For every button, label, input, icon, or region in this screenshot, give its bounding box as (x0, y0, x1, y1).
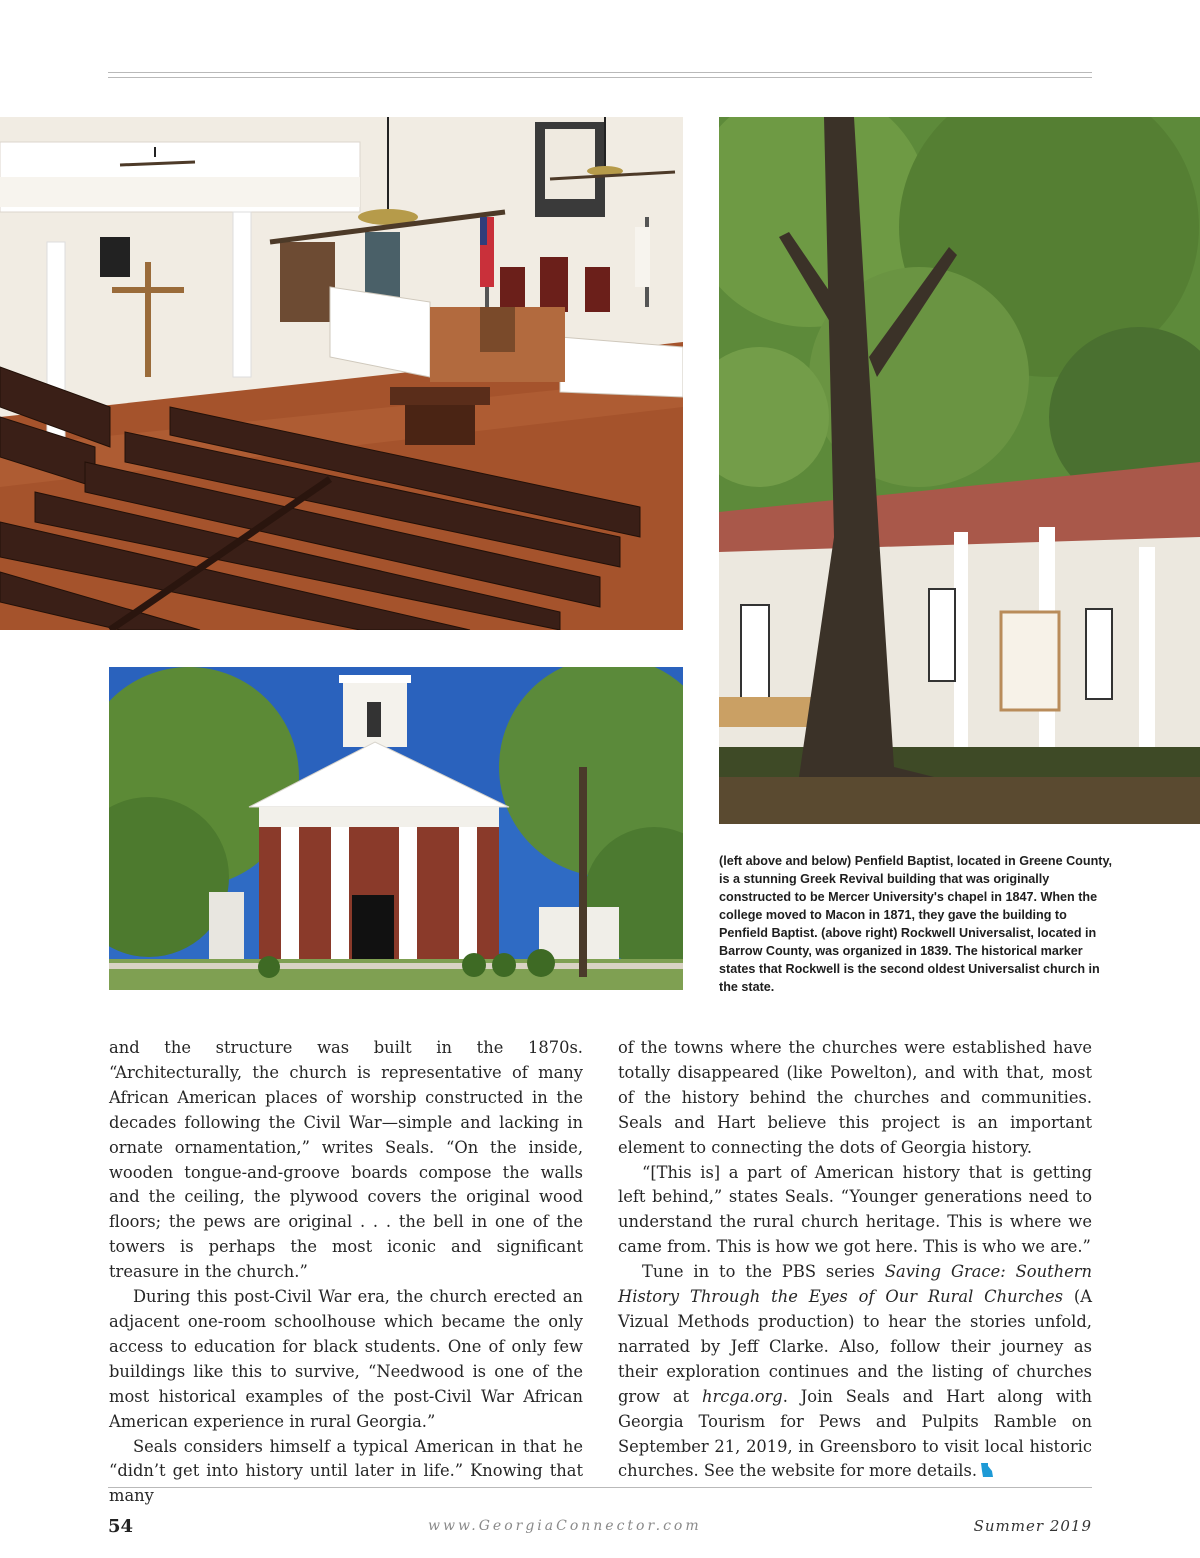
body-paragraph: of the towns where the churches were established have totally disappeared (like Powelton), and with that, most of the history behind the churches and communities. Seals and Hart believe this project is an important element to connecting the dots of Georgia history. (618, 1038, 1092, 1157)
photo-caption: (left above and below) Penfield Baptist, located in Greene County, is a stunning Greek Revival building that was originally constructed to be Mercer University's chapel in 1847. When the college moved to Macon in 1871, they gave the building to Penfield Baptist. (above right) Rockwell Universalist, located in Barrow County, was organized in 1839. The historical marker states that Rockwell is the second oldest Universalist church in the state. (719, 854, 1113, 994)
body-text: Tune in to the PBS series (642, 1262, 885, 1282)
issue-date: Summer 2019 (973, 1517, 1092, 1535)
penfield-baptist-photo (109, 667, 683, 990)
body-paragraph-closing (618, 1260, 1092, 1484)
website-link[interactable]: hrcga.org (702, 1386, 783, 1406)
georgia-state-icon (980, 1463, 994, 1477)
page-number: 54 (108, 1516, 134, 1537)
body-paragraph: and the structure was built in the 1870s. “Architecturally, the church is representative of many African American places of worship constructed in the decades following the Civil War—simple and lacking in ornate ornamentation,” writes Seals. “On the inside, wooden tongue-and-groove boards compose the walls and the ceiling, the plywood covers the original wood floors; the pews are original . . . the bell in one of the towers is perhaps the most iconic and significant treasure in the church.” (109, 1038, 583, 1282)
church-interior-photo (0, 117, 683, 630)
website-url: www.GeorgiaConnector.com (428, 1518, 702, 1534)
body-text: (A Vizual Methods production) to hear the stories unfold, narrated by Jeff Clarke. Also, follow their journey as their exploration continues and the listing of churches grow at (618, 1287, 1092, 1406)
header-rule (108, 72, 1092, 73)
rockwell-universalist-photo (719, 117, 1200, 824)
series-title: Saving Grace: Southern History Through the Eyes of Our Rural Churches (618, 1262, 1092, 1307)
body-paragraph: Seals considers himself a typical American in that he “didn’t get into history until later in life.” Knowing that many (109, 1436, 583, 1506)
body-text: . Join Seals and Hart along with Georgia Tourism for Pews and Pulpits Ramble on September 21, 2019, in Greensboro to visit local historic churches. See the website for more details. (618, 1386, 1092, 1481)
body-paragraph: During this post-Civil War era, the church erected an adjacent one-room schoolhouse which became the only access to education for black students. One of only few buildings like this to survive, “Needwood is one of the most historical examples of the post-Civil War African American experience in rural Georgia.” (109, 1287, 583, 1431)
right-text-column (618, 1036, 1092, 1484)
body-paragraph: “[This is] a part of American history that is getting left behind,” states Seals. “Younger generations need to understand the rural church heritage. This is where we came from. This is how we got here. This is who we are.” (618, 1162, 1092, 1257)
left-text-column (109, 1036, 583, 1509)
footer-rule (108, 1487, 1092, 1488)
header-rule-secondary (108, 77, 1092, 78)
